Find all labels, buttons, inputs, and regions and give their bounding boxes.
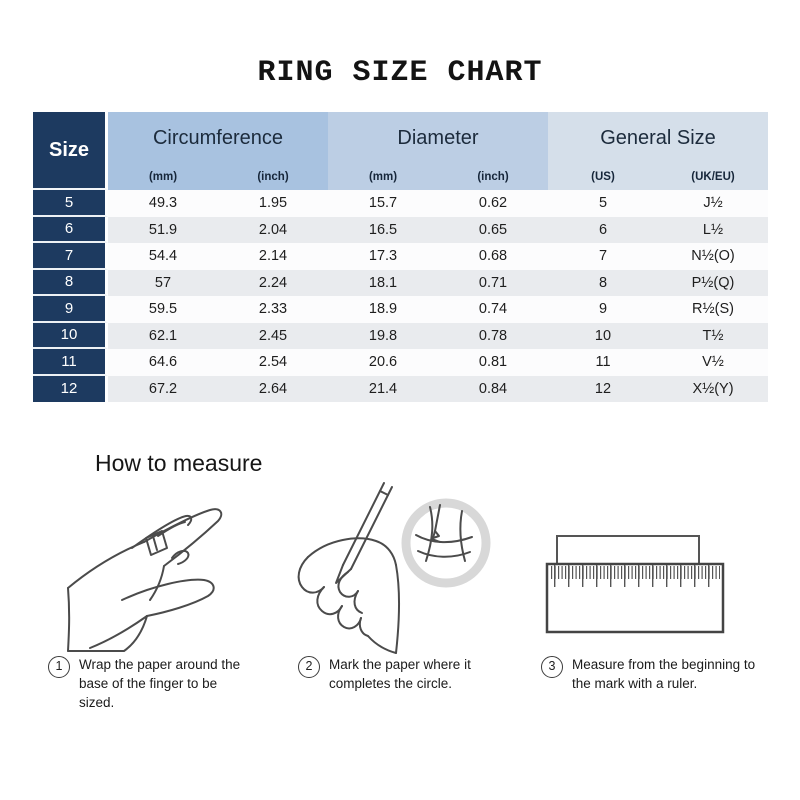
- table-cell: 2.24: [218, 270, 328, 297]
- table-cell: 8: [548, 270, 658, 297]
- step-2-text: Mark the paper where it completes the circle.: [329, 657, 471, 692]
- table-cell: 0.84: [438, 376, 548, 403]
- table-cell: 0.78: [438, 323, 548, 350]
- table-cell: 12: [548, 376, 658, 403]
- table-cell: J½: [658, 190, 768, 217]
- size-cell: 5: [33, 190, 108, 217]
- step-1-text: Wrap the paper around the base of the finger to be sized.: [79, 657, 241, 711]
- table-cell: 2.45: [218, 323, 328, 350]
- col-group-circumference: Circumference: [108, 112, 328, 164]
- step-2: [298, 655, 483, 693]
- table-cell: T½: [658, 323, 768, 350]
- table-cell: 49.3: [108, 190, 218, 217]
- table-cell: 2.04: [218, 217, 328, 244]
- size-cell: 8: [33, 270, 108, 297]
- step-3: [541, 655, 766, 693]
- col-group-general-size: General Size: [548, 112, 768, 164]
- table-cell: R½(S): [658, 296, 768, 323]
- table-cell: 10: [548, 323, 658, 350]
- table-cell: 2.64: [218, 376, 328, 403]
- table-cell: L½: [658, 217, 768, 244]
- table-cell: 0.65: [438, 217, 548, 244]
- ring-size-table: [33, 112, 768, 402]
- subheader-diameter-mm: (mm): [328, 164, 438, 190]
- table-cell: 15.7: [328, 190, 438, 217]
- step-3-text: Measure from the beginning to the mark with a ruler.: [572, 657, 756, 692]
- step-2-number-badge: 2: [298, 656, 320, 678]
- table-cell: 11: [548, 349, 658, 376]
- table-cell: 64.6: [108, 349, 218, 376]
- subheader-circumference-mm: (mm): [108, 164, 218, 190]
- subheader-us: (US): [548, 164, 658, 190]
- table-cell: X½(Y): [658, 376, 768, 403]
- step-1-number-badge: 1: [48, 656, 70, 678]
- table-cell: 2.33: [218, 296, 328, 323]
- table-cell: 9: [548, 296, 658, 323]
- hand-with-pen: [299, 483, 399, 653]
- table-cell: 6: [548, 217, 658, 244]
- size-cell: 6: [33, 217, 108, 244]
- size-cell: 10: [33, 323, 108, 350]
- subheader-uk-eu: (UK/EU): [658, 164, 768, 190]
- table-cell: 59.5: [108, 296, 218, 323]
- table-cell: 0.71: [438, 270, 548, 297]
- ruler-illustration: [543, 528, 728, 643]
- table-cell: 7: [548, 243, 658, 270]
- table-cell: 67.2: [108, 376, 218, 403]
- table-cell: 1.95: [218, 190, 328, 217]
- table-cell: V½: [658, 349, 768, 376]
- mark-paper-illustration: [288, 477, 513, 657]
- step-1: [48, 655, 253, 712]
- table-cell: 20.6: [328, 349, 438, 376]
- table-cell: 19.8: [328, 323, 438, 350]
- how-to-measure-heading: How to measure: [95, 450, 263, 476]
- hand-paper-illustration: [62, 488, 277, 663]
- col-group-diameter: Diameter: [328, 112, 548, 164]
- table-cell: 5: [548, 190, 658, 217]
- page-title: RING SIZE CHART: [257, 56, 543, 90]
- size-cell: 12: [33, 376, 108, 403]
- table-cell: 18.9: [328, 296, 438, 323]
- table-cell: 2.14: [218, 243, 328, 270]
- table-cell: 62.1: [108, 323, 218, 350]
- table-cell: 57: [108, 270, 218, 297]
- table-cell: N½(O): [658, 243, 768, 270]
- table-cell: 0.62: [438, 190, 548, 217]
- size-cell: 11: [33, 349, 108, 376]
- table-cell: 18.1: [328, 270, 438, 297]
- subheader-diameter-inch: (inch): [438, 164, 548, 190]
- table-cell: 21.4: [328, 376, 438, 403]
- table-cell: P½(Q): [658, 270, 768, 297]
- size-cell: 7: [33, 243, 108, 270]
- table-cell: 0.81: [438, 349, 548, 376]
- subheader-circumference-inch: (inch): [218, 164, 328, 190]
- table-cell: 51.9: [108, 217, 218, 244]
- step-3-number-badge: 3: [541, 656, 563, 678]
- table-cell: 16.5: [328, 217, 438, 244]
- table-cell: 17.3: [328, 243, 438, 270]
- table-cell: 0.74: [438, 296, 548, 323]
- table-cell: 54.4: [108, 243, 218, 270]
- table-cell: 0.68: [438, 243, 548, 270]
- col-header-size: Size: [33, 112, 108, 190]
- table-cell: 2.54: [218, 349, 328, 376]
- size-cell: 9: [33, 296, 108, 323]
